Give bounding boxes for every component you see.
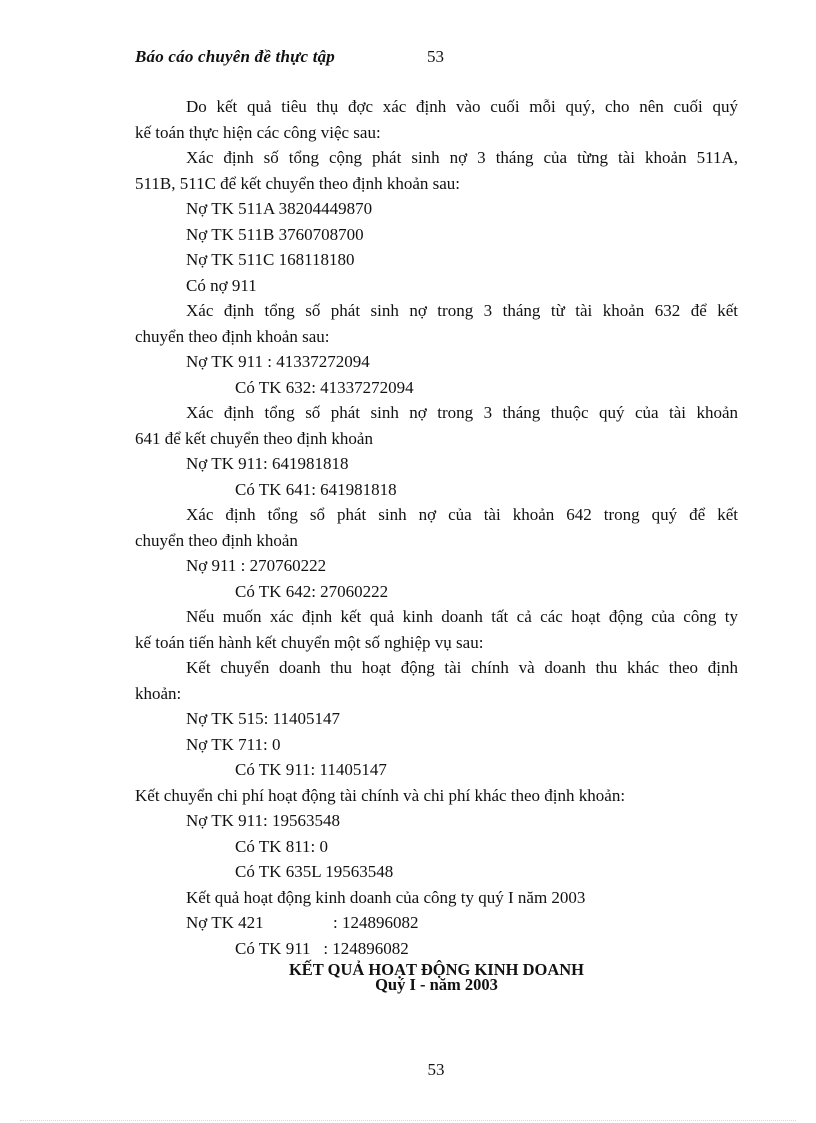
page-bottom-divider [20,1120,796,1121]
page-header [135,47,444,67]
paragraph-line: Xác định tổng sổ phát sinh nợ của tài khoản 642 trong quý để kết [186,505,738,524]
paragraph-line: Do kết quả tiêu thụ đợc xác định vào cuối mỗi quý, cho nên cuối quý [186,97,738,116]
entry-line: Có TK 642: 27060222 [235,581,389,601]
report-title-line2: Quý I - năm 2003 [375,975,498,994]
entry-line: Nợ TK 511A 38204449870 [186,199,373,218]
paragraph-line: Kết chuyển chi phí hoạt động tài chính và chi phí khác theo định khoản: [135,785,626,805]
entry-account: Có TK 911 [235,938,311,958]
entry-amount: : 124896082 [333,913,419,932]
paragraph-line: Xác định số tổng cộng phát sinh nợ 3 tháng của từng tài khoản 511A, [186,148,738,167]
paragraph-line: Xác định tổng số phát sinh nợ trong 3 tháng thuộc quý của tài khoản [186,403,738,422]
header-page-number: 53 [427,47,444,66]
entry-line-421 [135,910,738,936]
entry-line: Kết quả hoạt động kinh doanh của công ty quý I năm 2003 [186,887,586,907]
entry-line: Nợ TK 711: 0 [186,734,281,754]
header-title: Báo cáo chuyên đề thực tập [135,47,336,66]
entry-line: Có TK 811: 0 [235,836,329,856]
paragraph-line: kế toán tiến hành kết chuyển một số nghiệp vụ sau: [135,632,484,652]
entry-line: Có TK 632: 41337272094 [235,377,414,397]
paragraph-line: 641 để kết chuyển theo định khoản [135,428,373,448]
paragraph-line: khoản: [135,683,182,703]
entry-line: Có TK 911: 11405147 [235,760,387,779]
entry-line: Có TK 635L 19563548 [235,862,394,881]
footer-page-number: 53 [427,1060,445,1079]
entry-line: Nợ TK 911 : 41337272094 [186,352,370,371]
document-body [135,94,738,961]
entry-line: Nợ 911 : 270760222 [186,556,327,575]
entry-line: Nợ TK 511B 3760708700 [186,224,364,244]
entry-line: Nợ TK 511C 168118180 [186,250,355,269]
report-title-line1: KẾT QUẢ HOẠT ĐỘNG KINH DOANH [288,960,585,979]
entry-amount: : 124896082 [323,938,409,958]
entry-line: Nợ TK 515: 11405147 [186,709,340,728]
entry-line: Nợ TK 911: 19563548 [186,811,340,830]
paragraph-line: chuyển theo định khoản [135,530,298,550]
report-title [135,962,738,992]
entry-line: Nợ TK 911: 641981818 [186,454,349,473]
paragraph-line: chuyển theo định khoản sau: [135,326,330,346]
entry-line: Có TK 641: 641981818 [235,479,397,499]
paragraph-line: Nếu muốn xác định kết quả kinh doanh tất cả các hoạt động của công ty [186,607,738,626]
paragraph-line: kế toán thực hiện các công việc sau: [135,122,381,142]
entry-line: Có nợ 911 [186,275,257,295]
paragraph-line: Xác định tổng số phát sinh nợ trong 3 tháng từ tài khoản 632 để kết [186,301,738,320]
entry-account: Nợ TK 421 [186,913,264,932]
entry-line-911 [135,936,738,962]
paragraph-line: 511B, 511C để kết chuyển theo định khoản sau: [135,173,460,193]
paragraph-line: Kết chuyển doanh thu hoạt động tài chính và doanh thu khác theo định [186,658,738,677]
